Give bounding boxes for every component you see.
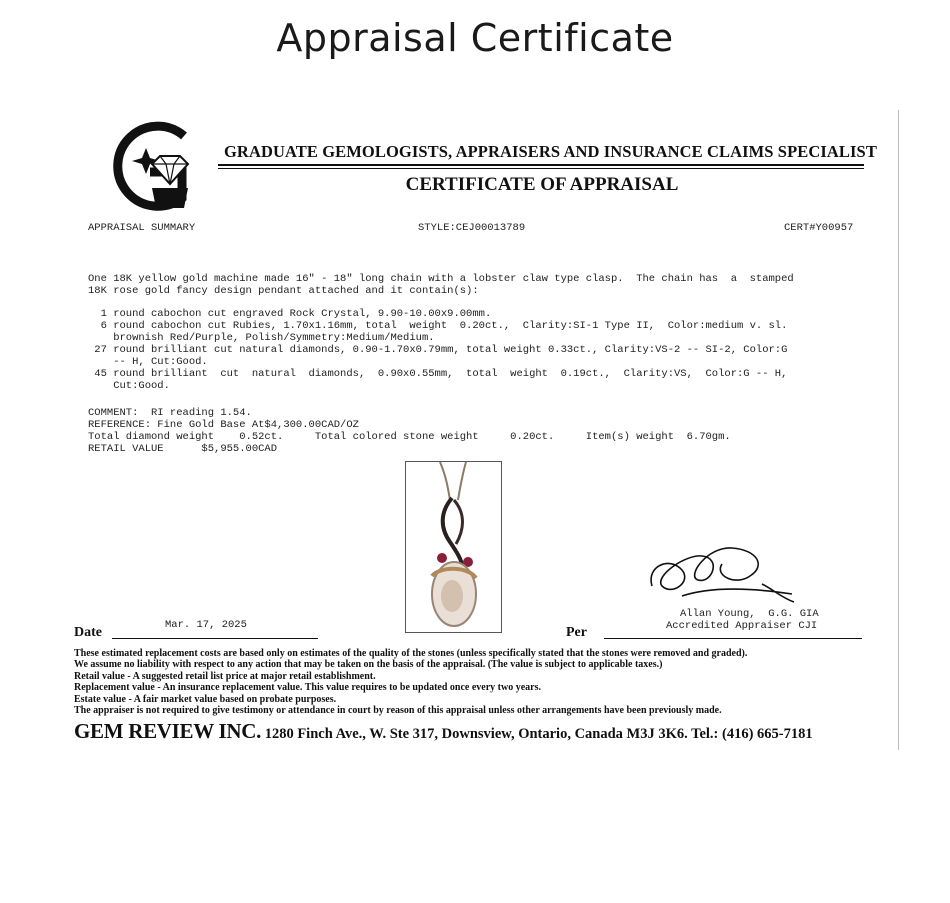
company-name: GEM REVIEW INC. (74, 719, 262, 743)
appraisal-details (88, 407, 731, 455)
company-footer (74, 719, 813, 744)
description-line: 18K rose gold fancy design pendant attached and it contain(s): (88, 285, 479, 297)
appraiser-signature (642, 536, 812, 606)
stone-line: 45 round brilliant cut natural diamonds, 0.90x0.55mm, total weight 0.19ct., Clarity:VS, Color:G -- H, (88, 368, 788, 380)
date-line (112, 638, 318, 639)
disclaimer-line: Replacement value - An insurance replacement value. This value requires to be updated once every two years. (74, 682, 542, 694)
date-label: Date (74, 625, 102, 640)
organization-heading: GRADUATE GEMOLOGISTS, APPRAISERS AND INSURANCE CLAIMS SPECIALIST (224, 142, 877, 161)
disclaimer-line: We assume no liability with respect to any action that may be taken on the basis of the appraisal. (The value is subject to applicable taxes.) (74, 659, 663, 671)
summary-label: APPRAISAL SUMMARY (88, 222, 196, 234)
pendant-photo (405, 461, 502, 633)
detail-line: COMMENT: RI reading 1.54. (88, 407, 252, 419)
appraiser-credential: Accredited Appraiser CJI (666, 620, 818, 632)
certificate-number: CERT#Y00957 (784, 222, 854, 234)
stone-line: brownish Red/Purple, Polish/Symmetry:Medium/Medium. (88, 332, 435, 344)
appraisal-document (72, 110, 899, 750)
certificate-title: CERTIFICATE OF APPRAISAL (405, 174, 679, 195)
detail-line: REFERENCE: Fine Gold Base At$4,300.00CAD/OZ (88, 419, 359, 431)
stone-line: 27 round brilliant cut natural diamonds, 0.90-1.70x0.79mm, total weight 0.33ct., Clarity:VS-2 -- SI-2, Color:G (88, 344, 788, 356)
heading-rule-thin (218, 168, 864, 169)
disclaimer-line: These estimated replacement costs are based only on estimates of the quality of the stones (unless specifically stated that the stones were removed and graded). (74, 648, 748, 659)
stone-line: 6 round cabochon cut Rubies, 1.70x1.16mm, total weight 0.20ct., Clarity:SI-1 Type II, Color:medium v. sl. (88, 320, 788, 332)
per-label: Per (566, 625, 587, 640)
heading-rule (218, 164, 864, 166)
description-line: One 18K yellow gold machine made 16" - 18" long chain with a lobster claw type clasp. The chain has a stamped (88, 273, 794, 285)
disclaimer-block (74, 648, 747, 716)
stone-list (88, 308, 787, 392)
disclaimer-line: The appraiser is not required to give testimony or attendance in court by reason of this appraisal unless other arrangements have been previously made. (74, 705, 722, 717)
stone-line: Cut:Good. (88, 380, 170, 392)
signature-line (604, 638, 862, 639)
appraisal-date: Mar. 17, 2025 (165, 619, 247, 631)
page-title: Appraisal Certificate (276, 16, 674, 60)
disclaimer-line: Estate value - A fair market value based on probate purposes. (74, 693, 337, 705)
item-description (88, 273, 794, 297)
stone-line: 1 round cabochon cut engraved Rock Crystal, 9.90-10.00x9.00mm. (88, 308, 492, 320)
appraiser-name: Allan Young, G.G. GIA (680, 608, 819, 620)
detail-line: Total diamond weight 0.52ct. Total colored stone weight 0.20ct. Item(s) weight 6.70gm. (88, 431, 731, 443)
company-address: 1280 Finch Ave., W. Ste 317, Downsview, Ontario, Canada M3J 3K6. Tel.: (416) 665-7181 (261, 726, 813, 742)
gemologist-logo (100, 118, 194, 214)
retail-value-line: RETAIL VALUE $5,955.00CAD (88, 443, 278, 455)
style-number: STYLE:CEJ00013789 (418, 222, 526, 234)
stone-line: -- H, Cut:Good. (88, 356, 208, 368)
disclaimer-line: Retail value - A suggested retail list price at major retail establishment. (74, 670, 376, 682)
